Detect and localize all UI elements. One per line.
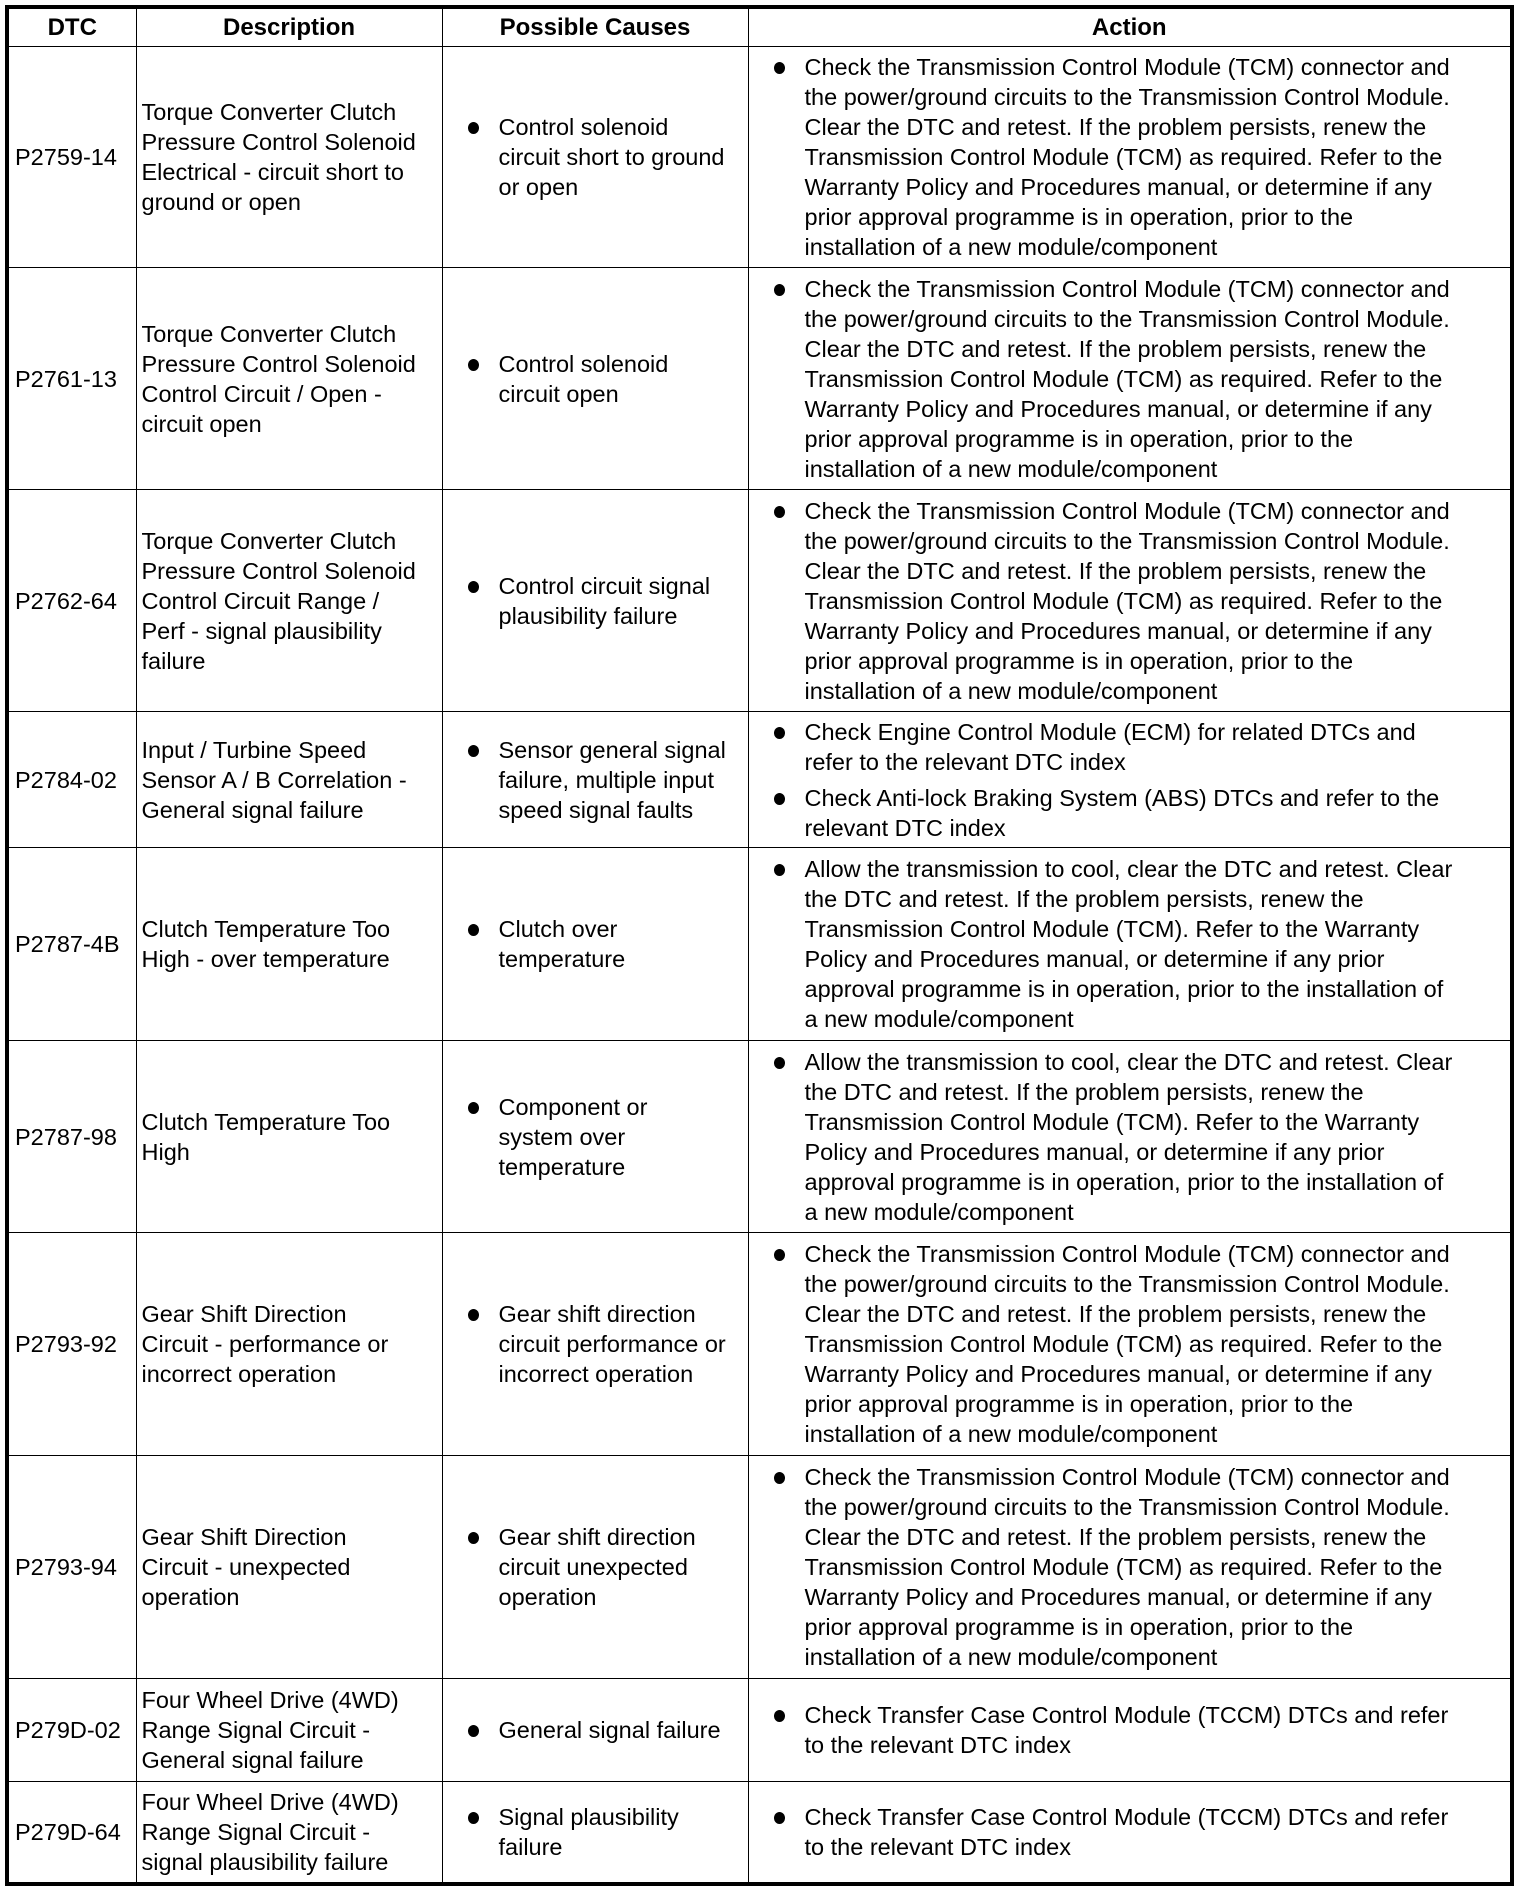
description-line: Range Signal Circuit - [141, 1818, 371, 1845]
cause-line: circuit performance or [498, 1331, 726, 1357]
description-cell [136, 47, 442, 268]
dtc-code-cell [7, 712, 136, 848]
action-bullet-item [749, 496, 1511, 706]
action-cell [748, 712, 1512, 848]
action-line: Allow the transmission to cool, clear the DTC and retest. Clear [804, 856, 1453, 882]
dtc-code-cell [7, 1782, 136, 1884]
cause-line: Signal plausibility [498, 1803, 679, 1830]
action-line: Clear the DTC and retest. If the problem persists, renew the [804, 335, 1427, 362]
action-line: Warranty Policy and Procedures manual, or determine if any [804, 395, 1432, 422]
description-line: Clutch Temperature Too [141, 916, 391, 942]
table-row [7, 1041, 1512, 1233]
description-line: General signal failure [141, 796, 364, 823]
cause-line: system over [498, 1123, 626, 1150]
cause-line: temperature [498, 946, 626, 972]
action-line: the power/ground circuits to the Transmission Control Module. [804, 1271, 1450, 1297]
action-line: installation of a new module/component [804, 1421, 1218, 1447]
action-bullet-item [749, 1802, 1511, 1862]
possible-causes-cell [442, 268, 748, 490]
action-line: Policy and Procedures manual, or determine if any prior [804, 946, 1385, 972]
action-line: installation of a new module/component [804, 1644, 1218, 1670]
description-cell [136, 490, 442, 712]
description-line: Sensor A / B Correlation - [141, 766, 407, 793]
action-line: Check the Transmission Control Module (TCM) connector and [804, 54, 1450, 80]
description-line: Control Circuit Range / [141, 587, 380, 614]
action-line: Check Transfer Case Control Module (TCCM) DTCs and refer [804, 1803, 1449, 1830]
dtc-code-cell [7, 848, 136, 1041]
action-line: prior approval programme is in operation, prior to the [804, 425, 1354, 452]
action-line: the power/ground circuits to the Transmission Control Module. [804, 84, 1450, 110]
description-line: High - over temperature [141, 946, 390, 972]
action-line: approval programme is in operation, prior to the installation of [804, 1168, 1444, 1195]
dtc-code: P2793-92 [15, 1331, 117, 1357]
action-line: to the relevant DTC index [804, 1833, 1071, 1860]
cause-line: General signal failure [498, 1717, 721, 1743]
cause-bullet-item [443, 571, 748, 631]
action-line: approval programme is in operation, prior to the installation of [804, 976, 1444, 1002]
dtc-code: P2761-13 [15, 365, 117, 392]
action-line: prior approval programme is in operation, prior to the [804, 1614, 1354, 1640]
action-line: Check Engine Control Module (ECM) for related DTCs and [804, 718, 1416, 745]
cause-line: Gear shift direction [498, 1524, 696, 1550]
dtc-code: P2793-94 [15, 1554, 117, 1580]
action-line: installation of a new module/component [804, 455, 1218, 482]
dtc-code: P279D-64 [15, 1818, 121, 1845]
action-line: Warranty Policy and Procedures manual, or determine if any [804, 617, 1432, 644]
description-cell [136, 1233, 442, 1456]
table-row [7, 268, 1512, 490]
dtc-code: P2762-64 [15, 587, 117, 614]
possible-causes-cell [442, 1041, 748, 1233]
description-line: Torque Converter Clutch [141, 320, 397, 347]
cause-line: circuit open [498, 380, 619, 407]
dtc-code-cell [7, 268, 136, 490]
description-line: Perf - signal plausibility [141, 617, 382, 644]
action-cell [748, 1456, 1512, 1679]
header-dtc: DTC [7, 7, 136, 47]
action-line: Transmission Control Module (TCM). Refer to the Warranty [804, 1108, 1420, 1135]
description-cell [136, 1782, 442, 1884]
dtc-code: P279D-02 [15, 1717, 121, 1743]
cause-line: Control solenoid [498, 114, 669, 140]
cause-bullet-item [443, 112, 748, 202]
action-line: installation of a new module/component [804, 234, 1218, 260]
description-line: Control Circuit / Open - [141, 380, 382, 407]
action-line: Clear the DTC and retest. If the problem persists, renew the [804, 557, 1427, 584]
action-line: Clear the DTC and retest. If the problem persists, renew the [804, 114, 1427, 140]
action-line: Warranty Policy and Procedures manual, or determine if any [804, 1584, 1432, 1610]
cause-line: speed signal faults [498, 796, 694, 823]
description-line: incorrect operation [141, 1361, 337, 1387]
action-line: the power/ground circuits to the Transmission Control Module. [804, 305, 1450, 332]
cause-line: circuit unexpected [498, 1554, 688, 1580]
description-line: Range Signal Circuit - [141, 1717, 371, 1743]
dtc-code: P2787-98 [15, 1123, 117, 1150]
action-line: a new module/component [804, 1198, 1074, 1225]
action-line: Transmission Control Module (TCM) as required. Refer to the [804, 1554, 1443, 1580]
action-bullet-item [749, 274, 1511, 484]
action-cell [748, 268, 1512, 490]
dtc-code-cell [7, 1041, 136, 1233]
description-line: Torque Converter Clutch [141, 527, 397, 554]
cause-bullet-item [443, 1715, 748, 1745]
action-line: Transmission Control Module (TCM) as required. Refer to the [804, 144, 1443, 170]
action-cell [748, 490, 1512, 712]
dtc-table [5, 5, 1514, 1886]
table-row [7, 1679, 1512, 1782]
cause-line: Gear shift direction [498, 1301, 696, 1327]
action-bullet-item [749, 1700, 1511, 1760]
dtc-code-cell [7, 490, 136, 712]
action-bullet-item [749, 52, 1511, 262]
description-line: Four Wheel Drive (4WD) [141, 1788, 399, 1815]
cause-line: failure [498, 1833, 563, 1860]
cause-line: Control circuit signal [498, 572, 711, 599]
action-line: Allow the transmission to cool, clear the DTC and retest. Clear [804, 1048, 1453, 1075]
action-line: Warranty Policy and Procedures manual, or determine if any [804, 174, 1432, 200]
cause-line: Component or [498, 1093, 648, 1120]
action-bullet-item [749, 1047, 1511, 1227]
action-line: the DTC and retest. If the problem persists, renew the [804, 1078, 1364, 1105]
possible-causes-cell [442, 47, 748, 268]
cause-line: operation [498, 1584, 597, 1610]
cause-line: incorrect operation [498, 1361, 694, 1387]
header-description: Description [136, 7, 442, 47]
possible-causes-cell [442, 848, 748, 1041]
description-line: Pressure Control Solenoid [141, 350, 416, 377]
action-line: Clear the DTC and retest. If the problem persists, renew the [804, 1301, 1427, 1327]
table-row [7, 47, 1512, 268]
description-line: Gear Shift Direction [141, 1301, 347, 1327]
action-line: Check the Transmission Control Module (TCM) connector and [804, 1464, 1450, 1490]
action-line: Transmission Control Module (TCM) as required. Refer to the [804, 1331, 1443, 1357]
cause-line: Control solenoid [498, 350, 669, 377]
table-header-row [7, 7, 1512, 47]
table-row [7, 1233, 1512, 1456]
cause-bullet-item [443, 914, 748, 974]
action-line: installation of a new module/component [804, 677, 1218, 704]
possible-causes-cell [442, 1456, 748, 1679]
cause-bullet-item [443, 1802, 748, 1862]
description-cell [136, 1456, 442, 1679]
action-bullet-item [749, 717, 1511, 777]
description-line: High [141, 1138, 190, 1165]
description-line: Circuit - performance or [141, 1331, 389, 1357]
cause-line: failure, multiple input [498, 766, 715, 793]
table-row [7, 1456, 1512, 1679]
action-bullet-item [749, 1462, 1511, 1672]
cause-line: Clutch over [498, 916, 618, 942]
cause-bullet-item [443, 1299, 748, 1389]
description-line: Pressure Control Solenoid [141, 129, 416, 155]
action-line: to the relevant DTC index [804, 1732, 1071, 1758]
action-line: Check the Transmission Control Module (TCM) connector and [804, 275, 1450, 302]
cause-line: or open [498, 174, 579, 200]
possible-causes-cell [442, 712, 748, 848]
table-row [7, 712, 1512, 848]
dtc-code-cell [7, 1456, 136, 1679]
cause-line: temperature [498, 1153, 626, 1180]
header-action: Action [748, 7, 1512, 47]
action-line: relevant DTC index [804, 814, 1006, 841]
description-line: Torque Converter Clutch [141, 99, 397, 125]
dtc-code-cell [7, 47, 136, 268]
description-line: operation [141, 1584, 240, 1610]
action-line: prior approval programme is in operation, prior to the [804, 204, 1354, 230]
dtc-code-cell [7, 1679, 136, 1782]
dtc-code: P2784-02 [15, 766, 117, 793]
description-line: Pressure Control Solenoid [141, 557, 416, 584]
action-line: Transmission Control Module (TCM) as required. Refer to the [804, 365, 1443, 392]
possible-causes-cell [442, 1782, 748, 1884]
action-bullet-item [749, 854, 1511, 1034]
description-cell [136, 848, 442, 1041]
action-cell [748, 47, 1512, 268]
action-bullet-item [749, 783, 1511, 843]
description-line: General signal failure [141, 1747, 364, 1773]
action-line: Policy and Procedures manual, or determine if any prior [804, 1138, 1385, 1165]
action-cell [748, 1782, 1512, 1884]
action-line: refer to the relevant DTC index [804, 748, 1126, 775]
header-possible-causes: Possible Causes [442, 7, 748, 47]
dtc-code: P2787-4B [15, 931, 120, 957]
description-line: Gear Shift Direction [141, 1524, 347, 1550]
action-cell [748, 1679, 1512, 1782]
cause-bullet-item [443, 735, 748, 825]
description-line: failure [141, 647, 206, 674]
cause-bullet-item [443, 1092, 748, 1182]
description-line: Four Wheel Drive (4WD) [141, 1687, 399, 1713]
action-line: Clear the DTC and retest. If the problem persists, renew the [804, 1524, 1427, 1550]
description-line: circuit open [141, 410, 262, 437]
possible-causes-cell [442, 490, 748, 712]
table-row [7, 848, 1512, 1041]
action-line: prior approval programme is in operation, prior to the [804, 1391, 1354, 1417]
description-line: Clutch Temperature Too [141, 1108, 391, 1135]
cause-line: circuit short to ground [498, 144, 725, 170]
action-cell [748, 1041, 1512, 1233]
action-line: a new module/component [804, 1006, 1074, 1032]
action-line: Check the Transmission Control Module (TCM) connector and [804, 497, 1450, 524]
action-line: Warranty Policy and Procedures manual, or determine if any [804, 1361, 1432, 1387]
description-cell [136, 268, 442, 490]
possible-causes-cell [442, 1233, 748, 1456]
description-line: ground or open [141, 189, 301, 215]
description-line: Electrical - circuit short to [141, 159, 404, 185]
action-line: Transmission Control Module (TCM). Refer to the Warranty [804, 916, 1420, 942]
cause-line: Sensor general signal [498, 736, 726, 763]
dtc-code-cell [7, 1233, 136, 1456]
table-row [7, 490, 1512, 712]
action-line: the power/ground circuits to the Transmission Control Module. [804, 527, 1450, 554]
action-line: the DTC and retest. If the problem persists, renew the [804, 886, 1364, 912]
action-line: Transmission Control Module (TCM) as required. Refer to the [804, 587, 1443, 614]
action-line: Check Anti-lock Braking System (ABS) DTCs and refer to the [804, 784, 1440, 811]
cause-bullet-item [443, 349, 748, 409]
action-line: Check the Transmission Control Module (TCM) connector and [804, 1241, 1450, 1267]
table-body [7, 47, 1512, 1884]
description-cell [136, 712, 442, 848]
action-line: prior approval programme is in operation, prior to the [804, 647, 1354, 674]
action-line: the power/ground circuits to the Transmission Control Module. [804, 1494, 1450, 1520]
description-line: Input / Turbine Speed [141, 736, 367, 763]
description-line: Circuit - unexpected [141, 1554, 351, 1580]
possible-causes-cell [442, 1679, 748, 1782]
action-line: Check Transfer Case Control Module (TCCM) DTCs and refer [804, 1702, 1449, 1728]
cause-line: plausibility failure [498, 602, 678, 629]
dtc-code: P2759-14 [15, 144, 117, 170]
action-bullet-item [749, 1239, 1511, 1449]
table-row [7, 1782, 1512, 1884]
description-cell [136, 1041, 442, 1233]
description-line: signal plausibility failure [141, 1848, 389, 1875]
cause-bullet-item [443, 1522, 748, 1612]
action-cell [748, 848, 1512, 1041]
action-cell [748, 1233, 1512, 1456]
description-cell [136, 1679, 442, 1782]
